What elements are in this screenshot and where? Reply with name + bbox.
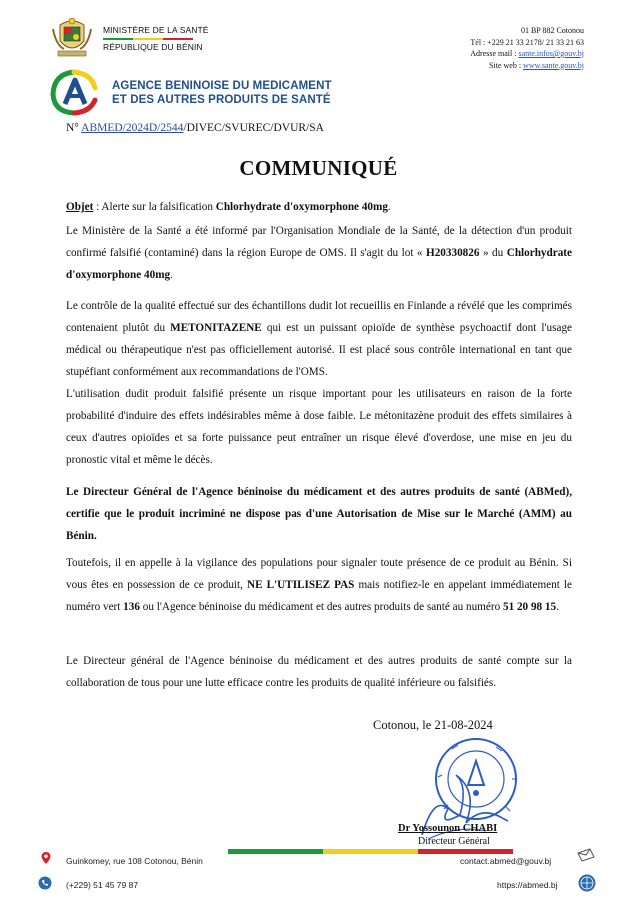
agency-name-line1: AGENCE BENINOISE DU MEDICAMENT [112,80,332,92]
email-label: Adresse mail : [470,49,519,58]
p5-text-c: ou l'Agence béninoise du médicament et des autres produits de santé au numéro [139,601,503,613]
footer-email[interactable]: contact.abmed@gouv.bj [460,856,552,866]
objet-text: : Alerte sur la falsification [93,201,216,213]
ministry-email-link[interactable]: sante.infos@gouv.bj [518,49,584,58]
lot-number: H20330826 [426,247,480,259]
mail-icon [576,847,596,863]
p5-text-d: . [556,601,559,613]
p1-text-b: » du [479,247,507,259]
p5-text-b: mais notifiez-le en appelant immédiatement le numéro vert [66,579,572,613]
republic-name: RÉPUBLIQUE DU BÉNIN [103,42,203,52]
coat-of-arms-icon [50,15,94,61]
green-number: 136 [123,601,140,613]
ministry-name: MINISTÈRE DE LA SANTÉ [103,25,209,35]
location-pin-icon [39,851,53,865]
ministry-contact [470,25,584,71]
signatory-name: Dr Yossounon CHABI [398,823,498,834]
web-label: Site web : [489,60,524,70]
footer-flag-bar [228,849,513,854]
substance-name: METONITAZENE [170,322,262,334]
warning-text: NE L'UTILISEZ PAS [247,579,355,591]
objet-line [66,196,572,218]
paragraph-5 [66,552,572,618]
p2-text-b: qui est un puissant opioïde de synthèse psychoactif dont l'usage médical ou thérapeutique n'est pas officiellement autorisé. Il est placé sous contrôle international en tant que stupéfiant conformément aux recommandations de l'OMS. [66,322,573,378]
p3-text: L'utilisation dudit produit falsifié présente un risque important pour les utilisateurs en raison de la forte probabilité d'induire des effets indésirables même à dose faible. Le métonitazène produit des effets similaires à ceux d'autres opioïdes et sa forte puissance peut entraîner un risque élevé d'overdose, une mise en jeu du pronostic vital et même le décès. [66,388,572,466]
ministry-email-line [470,48,584,60]
ministry-block [103,25,209,53]
ministry-web-link[interactable]: www.sante.gouv.bj [523,60,584,70]
p5-text-a: Toutefois, il en appelle à la vigilance des populations pour signaler toute présence de ce produit au Bénin. Si vous êtes en possession de ce produit, [66,557,572,591]
reference-suffix: /DIVEC/SVUREC/DVUR/SA [183,122,324,134]
p4-text: Le Directeur Général de l'Agence béninoise du médicament et des autres produits de santé (ABMed), certifie que le produit incriminé ne dispose pas d'une Autorisation de Mise sur le Marché (AMM) au Bénin. [66,486,572,542]
paragraph-6 [66,650,572,694]
objet-end: . [387,201,391,213]
footer-address: Guinkomey, rue 108 Cotonou, Bénin [66,856,203,866]
phone-icon [38,876,52,890]
reference-number [66,122,324,134]
flag-bar [103,38,193,40]
objet-label: Objet [66,201,94,213]
ministry-web-line [470,60,584,72]
footer-phone: (+229) 51 45 79 87 [66,880,139,890]
p1-product: Chlorhydrate d'oxymorphone 40mg [66,247,572,281]
paragraph-2 [66,295,572,383]
web-icon [578,874,596,892]
p2-text-a: Le contrôle de la qualité effectué sur des échantillons dudit lot recueillis en Finlande a révélé que les comprimés contenaient plutôt du [66,300,572,334]
postal-box: 01 BP 882 Cotonou [520,26,584,35]
paragraph-1 [66,220,572,286]
p6-text: Le Directeur général de l'Agence béninoise du médicament et des autres produits de santé compte sur la collaboration de tous pour une lutte efficace contre les produits de qualité inférieure ou falsifiés. [66,655,572,689]
paragraph-4 [66,481,572,547]
ministry-phone: Tél : +229 21 33 2178/ 21 33 21 63 [470,37,584,47]
objet-product: Chlorhydrate d'oxymorphone 40mg [215,201,388,213]
agency-phone-number: 51 20 98 15 [502,601,557,613]
signatory-title: Directeur Général [418,836,490,847]
footer-website[interactable]: https://abmed.bj [497,880,558,890]
p1-text-a: Le Ministère de la Santé a été informé par l'Organisation Mondiale de la Santé, de la détection d'un produit confirmé falsifié (contaminé) dans la région Europe de OMS. Il s'agit du lot « [66,225,572,259]
abmed-logo-icon [48,68,100,116]
date-line: Cotonou, le 21-08-2024 [373,718,493,732]
agency-name-line2: ET DES AUTRES PRODUITS DE SANTÉ [112,93,331,106]
page-title: COMMUNIQUÉ [239,156,398,180]
reference-prefix: N° [66,122,82,134]
p1-text-c: . [170,269,173,281]
paragraph-3 [66,383,572,471]
agency-name [112,80,332,107]
reference-link[interactable]: ABMED/2024D/2544 [81,122,184,134]
